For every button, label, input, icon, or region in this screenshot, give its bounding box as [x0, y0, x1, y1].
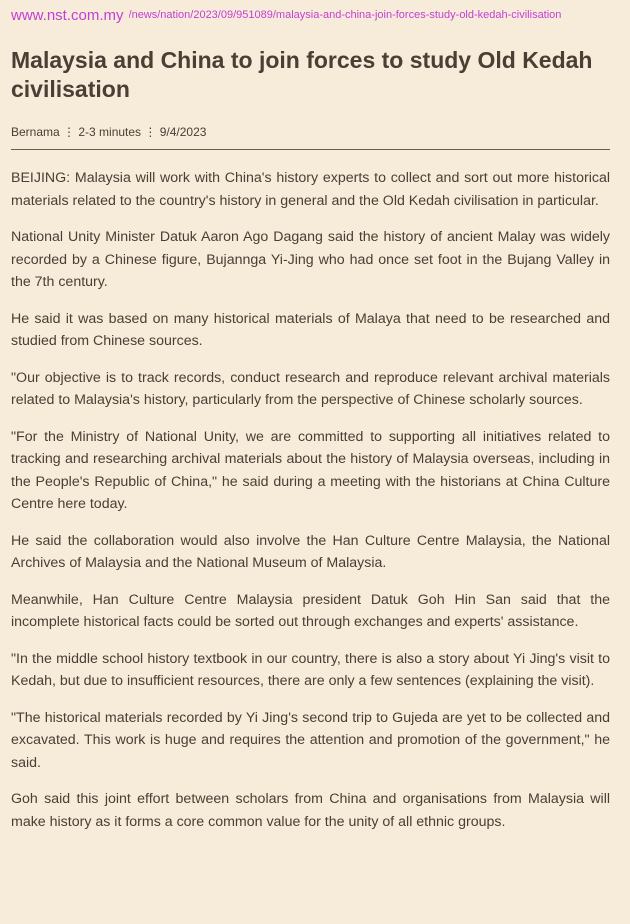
article-title: Malaysia and China to join forces to study Old Kedah civilisation: [11, 47, 593, 102]
article-paragraph: "In the middle school history textbook in our country, there is also a story about Yi Jing's visit to Kedah, but due to insufficient resources, there are only a few sentences (explaining the visit).: [11, 650, 610, 689]
article-paragraph: "Our objective is to track records, conduct research and reproduce relevant archival materials related to Malaysia's history, particularly from the perspective of Chinese scholarly sources.: [11, 369, 610, 408]
article-paragraph: He said it was based on many historical materials of Malaya that need to be researched and studied from Chinese sources.: [11, 310, 610, 349]
article-paragraph: "The historical materials recorded by Yi Jing's second trip to Gujeda are yet to be collected and excavated. This work is huge and requires the attention and promotion of the government," he said.: [11, 709, 610, 771]
article-paragraph: National Unity Minister Datuk Aaron Ago Dagang said the history of ancient Malay was widely recorded by a Chinese figure, Bujannga Yi-Jing who had once set foot in the Bujang Valley in the 7th century.: [11, 229, 610, 290]
article-paragraph: Goh said this joint effort between scholars from China and organisations from Malaysia will make history as it forms a core common value for the unity of all ethnic groups.: [11, 791, 610, 830]
url-domain[interactable]: www.nst.com.my: [11, 6, 124, 24]
article-meta: Bernama ⋮ 2-3 minutes ⋮ 9/4/2023: [11, 125, 610, 150]
article-paragraph: BEIJING: Malaysia will work with China's history experts to collect and sort out more historical materials related to the country's history in general and the Old Kedah civilisation in particular.: [11, 170, 610, 209]
url-path[interactable]: /news/nation/2023/09/951089/malaysia-and-china-join-forces-study-old-kedah-civilisation: [128, 9, 562, 21]
article-paragraph: He said the collaboration would also involve the Han Culture Centre Malaysia, the National Archives of Malaysia and the National Museum of Malaysia.: [11, 532, 610, 571]
article-paragraph: Meanwhile, Han Culture Centre Malaysia president Datuk Goh Hin San said that the incomplete historical facts could be sorted out through exchanges and experts' assistance.: [11, 591, 610, 630]
url-bar[interactable]: [11, 0, 610, 30]
article-paragraph: "For the Ministry of National Unity, we are committed to supporting all initiatives related to tracking and researching archival materials about the history of Malaysia overseas, including in the People's Republic of China," he said during a meeting with the historians at China Culture Centre here today.: [11, 428, 610, 512]
article-body: [11, 167, 610, 833]
